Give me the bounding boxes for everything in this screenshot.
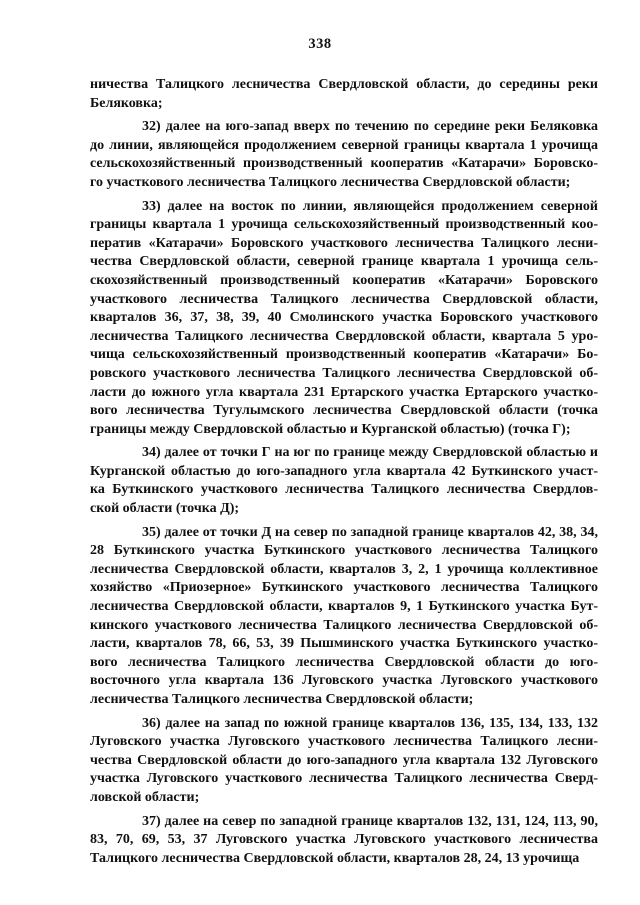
text-line: чества Свердловской области до юго-западного угла квартала 132 Луговского [90,752,598,768]
text-line: восточного угла квартала 136 Луговского участка Луговского участкового [90,673,598,689]
text-line: 32) далее на юго-запад вверх по течению по середине реки Беляковка [142,119,598,135]
text-line: лесничества Талицкого лесничества Свердловской области, квартала 5 уро- [90,328,598,344]
text-line: границы квартала 1 урочища сельскохозяйственный производственный коо- [90,217,598,233]
paragraph-p34 [90,444,598,518]
text-line: кинского участкового лесничества Талицкого лесничества Свердловской об- [90,617,598,633]
page-number: 338 [308,36,332,52]
text-line: чества Свердловской области, северной границе квартала 1 урочища сель- [90,254,598,270]
text-line: ской области (точка Д); [90,501,240,517]
text-line: вого лесничества Талицкого лесничества Свердловской области до юго- [90,654,598,670]
paragraph-p37 [90,813,598,869]
text-line: участкового лесничества Талицкого лесничества Свердловской области, [90,291,598,307]
text-line: кварталов 36, 37, 38, 39, 40 Смолинского участка Боровского участкового [90,310,598,326]
text-line: лесничества Свердловской области, кварталов 3, 2, 1 урочища коллективное [90,561,598,577]
text-line: вого лесничества Тугулымского лесничества Свердловской области (точка [90,403,598,419]
text-line: участка Луговского участкового лесничества Талицкого лесничества Сверд- [90,771,598,787]
text-line: го участкового лесничества Талицкого лесничества Свердловской области; [90,174,571,190]
text-line: до линии, являющейся продолжением северной границы квартала 1 урочища [90,137,598,153]
text-line: чища сельскохозяйственный производственный кооператив «Катарачи» Бо- [90,347,598,363]
paragraph-p35 [90,524,598,710]
text-line: Беляковка; [90,95,163,111]
text-line: ровского участкового лесничества Талицкого лесничества Свердловской об- [90,365,598,381]
text-line: хозяйство «Приозерное» Буткинского участкового лесничества Талицкого [90,580,598,596]
text-line: скохозяйственный производственный кооператив «Катарачи» Боровского [90,272,598,288]
text-line: сельскохозяйственный производственный кооператив «Катарачи» Боровско- [90,156,598,172]
text-line: лесничества Свердловской области, кварталов 9, 1 Буткинского участка Бут- [90,599,598,615]
text-line: 33) далее на восток по линии, являющейся продолжением северной [142,198,598,214]
text-line: 28 Буткинского участка Буткинского участкового лесничества Талицкого [90,543,598,559]
text-line: ласти, кварталов 78, 66, 53, 39 Пышминского участка Буткинского участко- [90,636,598,652]
document-body [90,76,598,868]
paragraph-p32 [90,118,598,192]
paragraph-p36 [90,715,598,808]
paragraph-p33 [90,198,598,440]
text-line: 36) далее на запад по южной границе кварталов 136, 135, 134, 133, 132 [142,715,598,731]
text-line: Талицкого лесничества Свердловской области, кварталов 28, 24, 13 урочища [90,850,580,866]
text-line: Луговского участка Луговского участкового лесничества Талицкого лесни- [90,734,598,750]
text-line: лесничества Талицкого лесничества Свердловской области; [90,692,474,707]
text-line: ловской области; [90,789,200,805]
text-line: 37) далее на север по западной границе кварталов 132, 131, 124, 113, 90, [142,813,598,829]
paragraph-p31-cont [90,76,598,113]
text-line: 35) далее от точки Д на север по западной границе кварталов 42, 38, 34, [142,524,598,540]
text-line: ласти до южного угла квартала 231 Ертарского участка Ертарского участко- [90,384,598,400]
text-line: 83, 70, 69, 53, 37 Луговского участка Луговского участкового лесничества [90,832,598,848]
text-line: ка Буткинского участкового лесничества Талицкого лесничества Свердлов- [90,482,598,498]
text-line: ничества Талицкого лесничества Свердловской области, до середины реки [90,77,598,92]
text-line: 34) далее от точки Г на юг по границе между Свердловской областью и [142,445,598,461]
text-line: Курганской областью до юго-западного угла квартала 42 Буткинского участ- [90,463,598,479]
text-line: ператив «Катарачи» Боровского участкового лесничества Талицкого лесни- [90,235,598,251]
text-line: границы между Свердловской областью и Курганской областью) (точка Г); [90,421,571,437]
